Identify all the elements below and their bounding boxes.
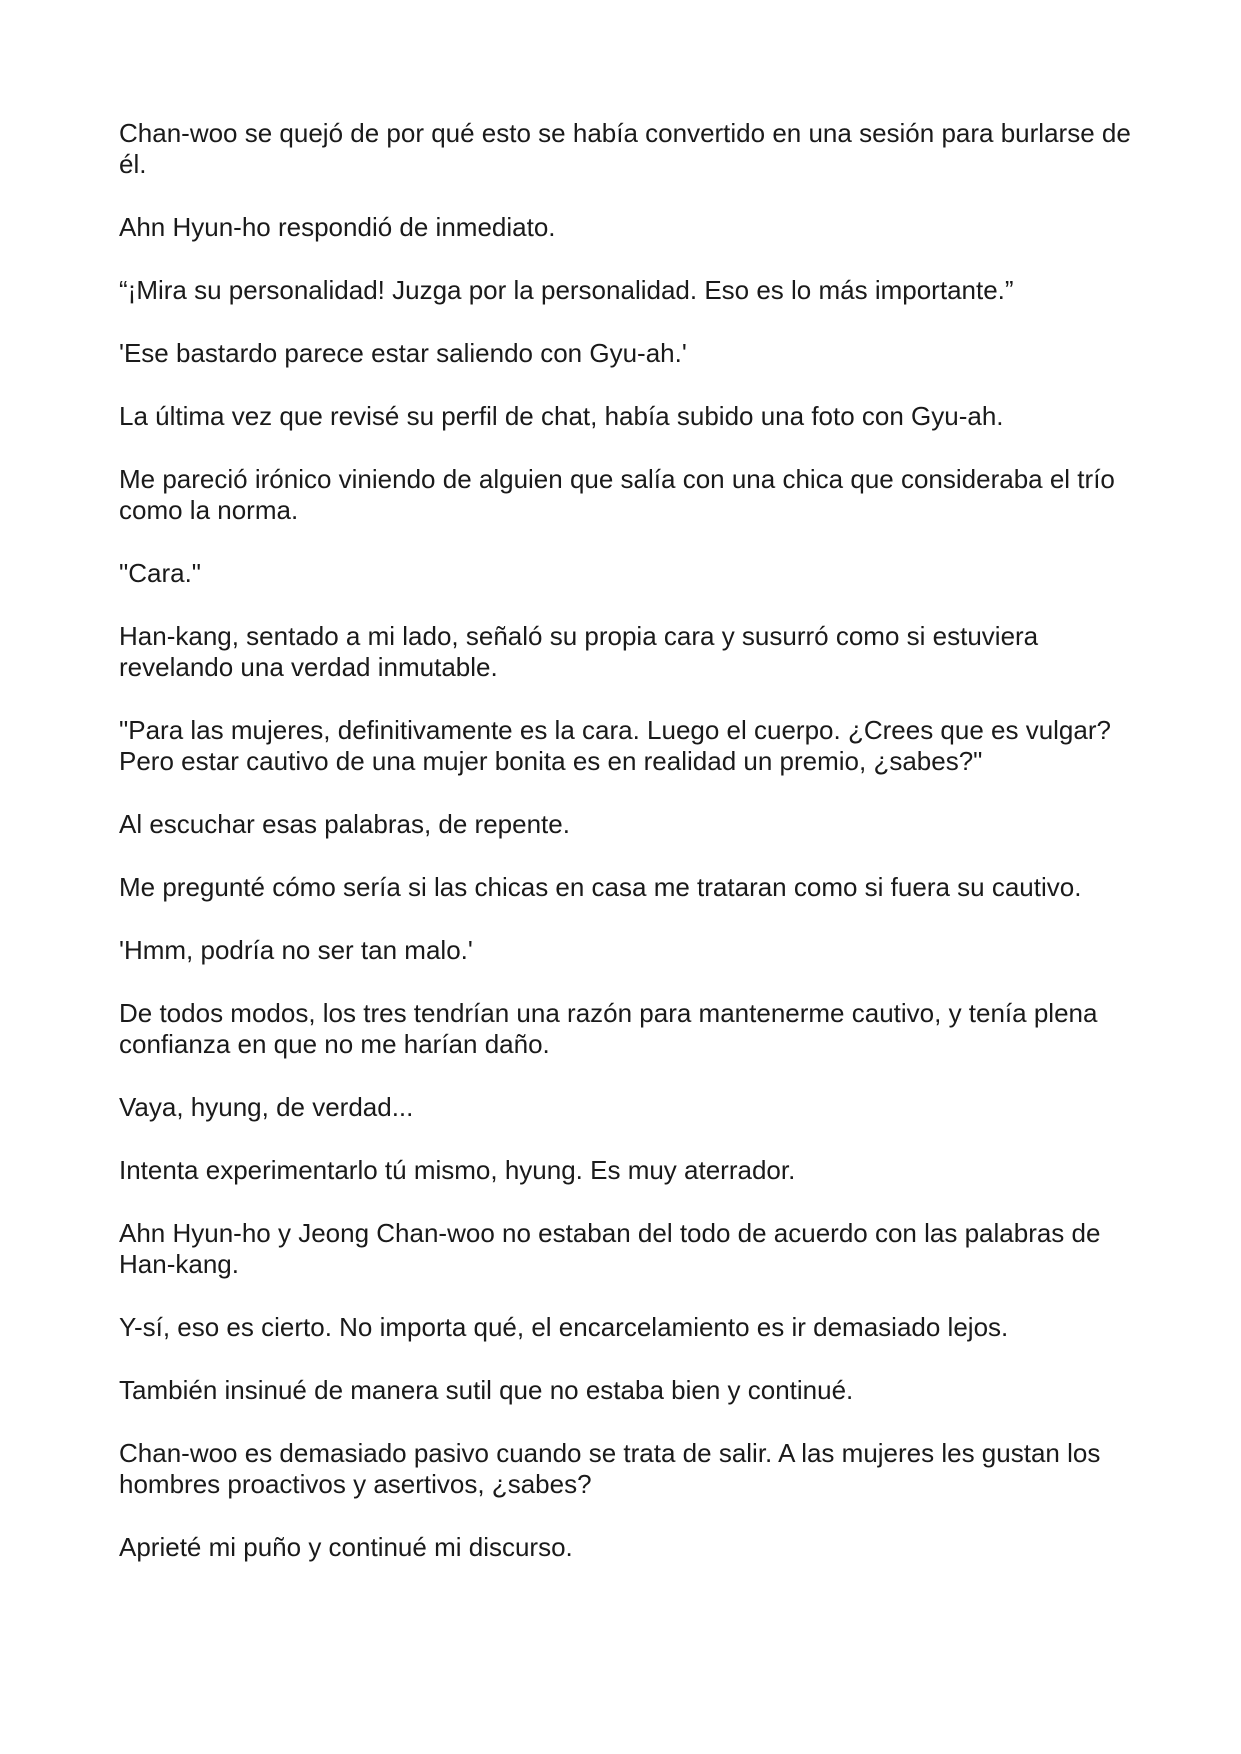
paragraph: Me pregunté cómo sería si las chicas en casa me trataran como si fuera su cautivo. [119,872,1082,902]
paragraph: 'Ese bastardo parece estar saliendo con Gyu-ah.' [119,338,687,368]
document-body [119,118,1139,1595]
paragraph: Chan-woo es demasiado pasivo cuando se trata de salir. A las mujeres les gustan los hombres proactivos y asertivos, ¿sabes? [119,1438,1101,1499]
paragraph: De todos modos, los tres tendrían una razón para mantenerme cautivo, y tenía plena confianza en que no me harían daño. [119,998,1098,1059]
paragraph: 'Hmm, podría no ser tan malo.' [119,935,473,965]
paragraph: También insinué de manera sutil que no estaba bien y continué. [119,1375,854,1405]
paragraph: “¡Mira su personalidad! Juzga por la personalidad. Eso es lo más importante.” [119,275,1014,305]
paragraph: Chan-woo se quejó de por qué esto se había convertido en una sesión para burlarse de él. [119,118,1131,179]
paragraph: Aprieté mi puño y continué mi discurso. [119,1532,573,1562]
paragraph: La última vez que revisé su perfil de chat, había subido una foto con Gyu-ah. [119,401,1004,431]
paragraph: Intenta experimentarlo tú mismo, hyung. Es muy aterrador. [119,1155,796,1185]
paragraph: "Cara." [119,558,202,588]
paragraph: Me pareció irónico viniendo de alguien que salía con una chica que consideraba el trío como la norma. [119,464,1115,525]
paragraph: Vaya, hyung, de verdad... [119,1092,414,1122]
paragraph: "Para las mujeres, definitivamente es la cara. Luego el cuerpo. ¿Crees que es vulgar? Pero estar cautivo de una mujer bonita es en realidad un premio, ¿sabes?" [119,715,1111,776]
paragraph: Han-kang, sentado a mi lado, señaló su propia cara y susurró como si estuviera revelando una verdad inmutable. [119,621,1039,682]
paragraph: Al escuchar esas palabras, de repente. [119,809,570,839]
paragraph: Ahn Hyun-ho y Jeong Chan-woo no estaban del todo de acuerdo con las palabras de Han-kang. [119,1218,1101,1279]
paragraph: Y-sí, eso es cierto. No importa qué, el encarcelamiento es ir demasiado lejos. [119,1312,1009,1342]
paragraph: Ahn Hyun-ho respondió de inmediato. [119,212,556,242]
